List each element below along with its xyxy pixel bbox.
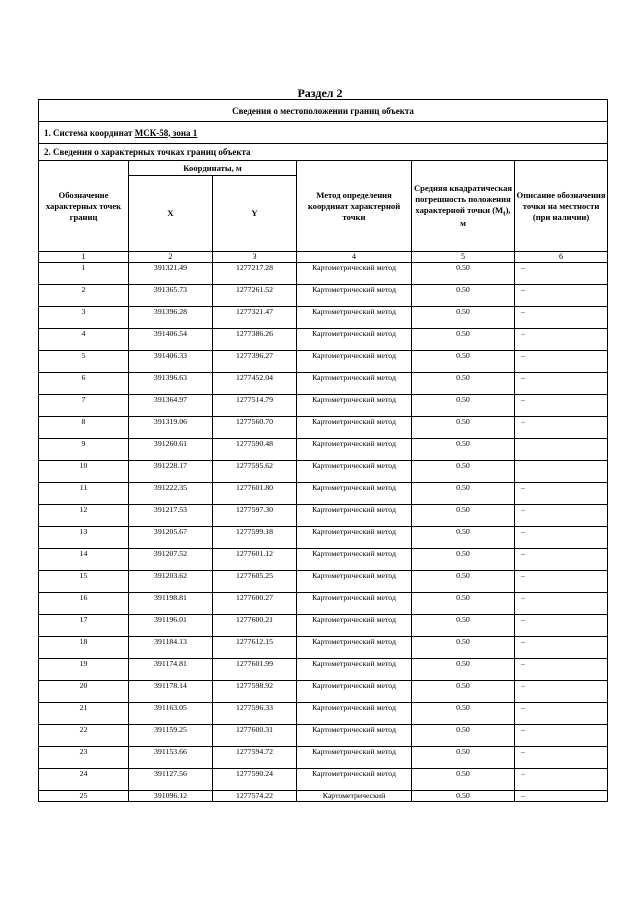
point-number: 22	[39, 725, 129, 747]
method: Картометрический метод	[297, 285, 412, 307]
error-value: 0.50	[412, 549, 515, 571]
error-value: 0.50	[412, 285, 515, 307]
point-description: –	[515, 285, 608, 307]
method: Картометрический метод	[297, 571, 412, 593]
error-value: 0.50	[412, 703, 515, 725]
point-number: 18	[39, 637, 129, 659]
table-row	[39, 395, 608, 417]
y-coordinate: 1277600.21	[213, 615, 297, 637]
point-number: 20	[39, 681, 129, 703]
method: Картометрический метод	[297, 439, 412, 461]
method: Картометрический метод	[297, 747, 412, 769]
point-description: –	[515, 791, 608, 802]
point-description: –	[515, 417, 608, 439]
point-description: –	[515, 527, 608, 549]
error-value: 0.50	[412, 571, 515, 593]
y-coordinate: 1277560.70	[213, 417, 297, 439]
table-row	[39, 373, 608, 395]
x-coordinate: 391174.81	[129, 659, 213, 681]
method: Картометрический метод	[297, 549, 412, 571]
point-description: –	[515, 307, 608, 329]
x-coordinate: 391203.62	[129, 571, 213, 593]
point-description	[515, 439, 608, 461]
table-row	[39, 659, 608, 681]
x-coordinate: 391260.61	[129, 439, 213, 461]
boundary-points-table	[38, 99, 608, 802]
y-coordinate: 1277600.27	[213, 593, 297, 615]
table-row	[39, 681, 608, 703]
point-description: –	[515, 747, 608, 769]
method: Картометрический метод	[297, 637, 412, 659]
point-number: 10	[39, 461, 129, 483]
y-coordinate: 1277597.30	[213, 505, 297, 527]
point-description: –	[515, 505, 608, 527]
y-coordinate: 1277217.28	[213, 263, 297, 285]
error-value: 0.50	[412, 373, 515, 395]
y-coordinate: 1277574.22	[213, 791, 297, 802]
error-value: 0.50	[412, 747, 515, 769]
error-value: 0.50	[412, 461, 515, 483]
y-coordinate: 1277396.27	[213, 351, 297, 373]
error-value: 0.50	[412, 593, 515, 615]
method: Картометрический метод	[297, 461, 412, 483]
coord-system-prefix: 1. Система координат	[44, 127, 135, 138]
col-number: 2	[129, 252, 213, 263]
table-row	[39, 505, 608, 527]
col-description: Описание обозначения точки на местности (при наличии)	[515, 161, 608, 252]
x-coordinate: 391222.35	[129, 483, 213, 505]
coord-system-row	[39, 122, 608, 144]
x-coordinate: 391228.17	[129, 461, 213, 483]
error-value: 0.50	[412, 769, 515, 791]
x-coordinate: 391207.52	[129, 549, 213, 571]
table-row	[39, 725, 608, 747]
y-coordinate: 1277598.92	[213, 681, 297, 703]
method: Картометрический метод	[297, 615, 412, 637]
point-number: 3	[39, 307, 129, 329]
point-number: 21	[39, 703, 129, 725]
table-row	[39, 747, 608, 769]
table-row	[39, 285, 608, 307]
x-coordinate: 391406.54	[129, 329, 213, 351]
y-coordinate: 1277596.33	[213, 703, 297, 725]
points-heading: 2. Сведения о характерных точках границ объекта	[39, 144, 608, 161]
point-number: 7	[39, 395, 129, 417]
y-coordinate: 1277612.15	[213, 637, 297, 659]
point-number: 8	[39, 417, 129, 439]
point-number: 9	[39, 439, 129, 461]
y-coordinate: 1277321.47	[213, 307, 297, 329]
method: Картометрический метод	[297, 725, 412, 747]
point-number: 13	[39, 527, 129, 549]
col-error-end: ), м	[460, 204, 511, 229]
table-title: Сведения о местоположении границ объекта	[39, 100, 608, 122]
x-coordinate: 391396.28	[129, 307, 213, 329]
table-row	[39, 351, 608, 373]
table-row	[39, 527, 608, 549]
x-coordinate: 391321.49	[129, 263, 213, 285]
col-error-sub: t	[503, 209, 506, 218]
point-number: 5	[39, 351, 129, 373]
coord-system-value: МСК-58, зона 1	[134, 127, 198, 138]
point-number: 24	[39, 769, 129, 791]
point-number: 16	[39, 593, 129, 615]
point-description: –	[515, 703, 608, 725]
method: Картометрический метод	[297, 395, 412, 417]
col-designation: Обозначение характерных точек границ	[39, 161, 129, 252]
col-error-unit: (M	[492, 204, 504, 215]
y-coordinate: 1277590.24	[213, 769, 297, 791]
y-coordinate: 1277590.48	[213, 439, 297, 461]
col-y: Y	[213, 176, 297, 252]
method: Картометрический метод	[297, 307, 412, 329]
point-description: –	[515, 615, 608, 637]
error-value: 0.50	[412, 329, 515, 351]
y-coordinate: 1277605.25	[213, 571, 297, 593]
table-row	[39, 461, 608, 483]
col-error-text: Средняя квадратическая погрешность положения характерной точки	[413, 182, 513, 215]
col-coordinates: Координаты, м	[129, 161, 297, 176]
method: Картометрический метод	[297, 593, 412, 615]
point-description: –	[515, 549, 608, 571]
point-number: 25	[39, 791, 129, 802]
x-coordinate: 391178.14	[129, 681, 213, 703]
point-description: –	[515, 659, 608, 681]
y-coordinate: 1277594.72	[213, 747, 297, 769]
point-number: 6	[39, 373, 129, 395]
x-coordinate: 391196.01	[129, 615, 213, 637]
point-description: –	[515, 483, 608, 505]
table-row	[39, 637, 608, 659]
point-description: –	[515, 571, 608, 593]
table-row	[39, 417, 608, 439]
point-description: –	[515, 329, 608, 351]
point-description: –	[515, 373, 608, 395]
y-coordinate: 1277595.62	[213, 461, 297, 483]
point-description: –	[515, 593, 608, 615]
y-coordinate: 1277261.52	[213, 285, 297, 307]
y-coordinate: 1277514.79	[213, 395, 297, 417]
y-coordinate: 1277601.12	[213, 549, 297, 571]
method: Картометрический метод	[297, 417, 412, 439]
point-description: –	[515, 351, 608, 373]
x-coordinate: 391396.63	[129, 373, 213, 395]
point-number: 15	[39, 571, 129, 593]
method: Картометрический метод	[297, 659, 412, 681]
table-row	[39, 615, 608, 637]
section-title: Раздел 2	[297, 86, 343, 100]
point-description: –	[515, 263, 608, 285]
method: Картометрический метод	[297, 373, 412, 395]
col-number: 3	[213, 252, 297, 263]
x-coordinate: 391198.81	[129, 593, 213, 615]
method: Картометрический метод	[297, 527, 412, 549]
x-coordinate: 391365.73	[129, 285, 213, 307]
point-description: –	[515, 637, 608, 659]
col-method: Метод определения координат характерной точки	[297, 161, 412, 252]
y-coordinate: 1277599.18	[213, 527, 297, 549]
point-number: 23	[39, 747, 129, 769]
table-row	[39, 439, 608, 461]
table-row	[39, 791, 608, 802]
y-coordinate: 1277452.04	[213, 373, 297, 395]
error-value: 0.50	[412, 527, 515, 549]
point-number: 14	[39, 549, 129, 571]
error-value: 0.50	[412, 659, 515, 681]
x-coordinate: 391127.56	[129, 769, 213, 791]
column-numbers-row	[39, 252, 608, 263]
x-coordinate: 391163.05	[129, 703, 213, 725]
table-row	[39, 307, 608, 329]
point-description: –	[515, 395, 608, 417]
table-row	[39, 703, 608, 725]
method: Картометрический метод	[297, 483, 412, 505]
error-value: 0.50	[412, 439, 515, 461]
table-row	[39, 483, 608, 505]
point-number: 4	[39, 329, 129, 351]
y-coordinate: 1277601.99	[213, 659, 297, 681]
method: Картометрический метод	[297, 329, 412, 351]
point-number: 2	[39, 285, 129, 307]
col-number: 5	[412, 252, 515, 263]
table-row	[39, 571, 608, 593]
point-description: –	[515, 769, 608, 791]
error-value: 0.50	[412, 725, 515, 747]
col-error	[412, 161, 515, 252]
error-value: 0.50	[412, 791, 515, 802]
error-value: 0.50	[412, 307, 515, 329]
point-number: 1	[39, 263, 129, 285]
table-row	[39, 329, 608, 351]
error-value: 0.50	[412, 417, 515, 439]
method: Картометрический	[297, 791, 412, 802]
point-description: –	[515, 681, 608, 703]
x-coordinate: 391364.97	[129, 395, 213, 417]
point-number: 11	[39, 483, 129, 505]
x-coordinate: 391184.13	[129, 637, 213, 659]
point-description: –	[515, 725, 608, 747]
x-coordinate: 391205.67	[129, 527, 213, 549]
y-coordinate: 1277386.26	[213, 329, 297, 351]
error-value: 0.50	[412, 615, 515, 637]
table-row	[39, 549, 608, 571]
error-value: 0.50	[412, 681, 515, 703]
table-row	[39, 263, 608, 285]
x-coordinate: 391406.33	[129, 351, 213, 373]
error-value: 0.50	[412, 483, 515, 505]
y-coordinate: 1277601.80	[213, 483, 297, 505]
col-number: 1	[39, 252, 129, 263]
x-coordinate: 391319.06	[129, 417, 213, 439]
method: Картометрический метод	[297, 351, 412, 373]
x-coordinate: 391096.12	[129, 791, 213, 802]
error-value: 0.50	[412, 351, 515, 373]
y-coordinate: 1277600.31	[213, 725, 297, 747]
point-number: 17	[39, 615, 129, 637]
x-coordinate: 391159.25	[129, 725, 213, 747]
error-value: 0.50	[412, 505, 515, 527]
method: Картометрический метод	[297, 703, 412, 725]
col-number: 6	[515, 252, 608, 263]
error-value: 0.50	[412, 395, 515, 417]
col-number: 4	[297, 252, 412, 263]
method: Картометрический метод	[297, 681, 412, 703]
method: Картометрический метод	[297, 263, 412, 285]
col-x: X	[129, 176, 213, 252]
point-number: 12	[39, 505, 129, 527]
error-value: 0.50	[412, 263, 515, 285]
point-description	[515, 461, 608, 483]
table-row	[39, 593, 608, 615]
method: Картометрический метод	[297, 505, 412, 527]
error-value: 0.50	[412, 637, 515, 659]
table-row	[39, 769, 608, 791]
x-coordinate: 391217.53	[129, 505, 213, 527]
x-coordinate: 391153.66	[129, 747, 213, 769]
method: Картометрический метод	[297, 769, 412, 791]
point-number: 19	[39, 659, 129, 681]
